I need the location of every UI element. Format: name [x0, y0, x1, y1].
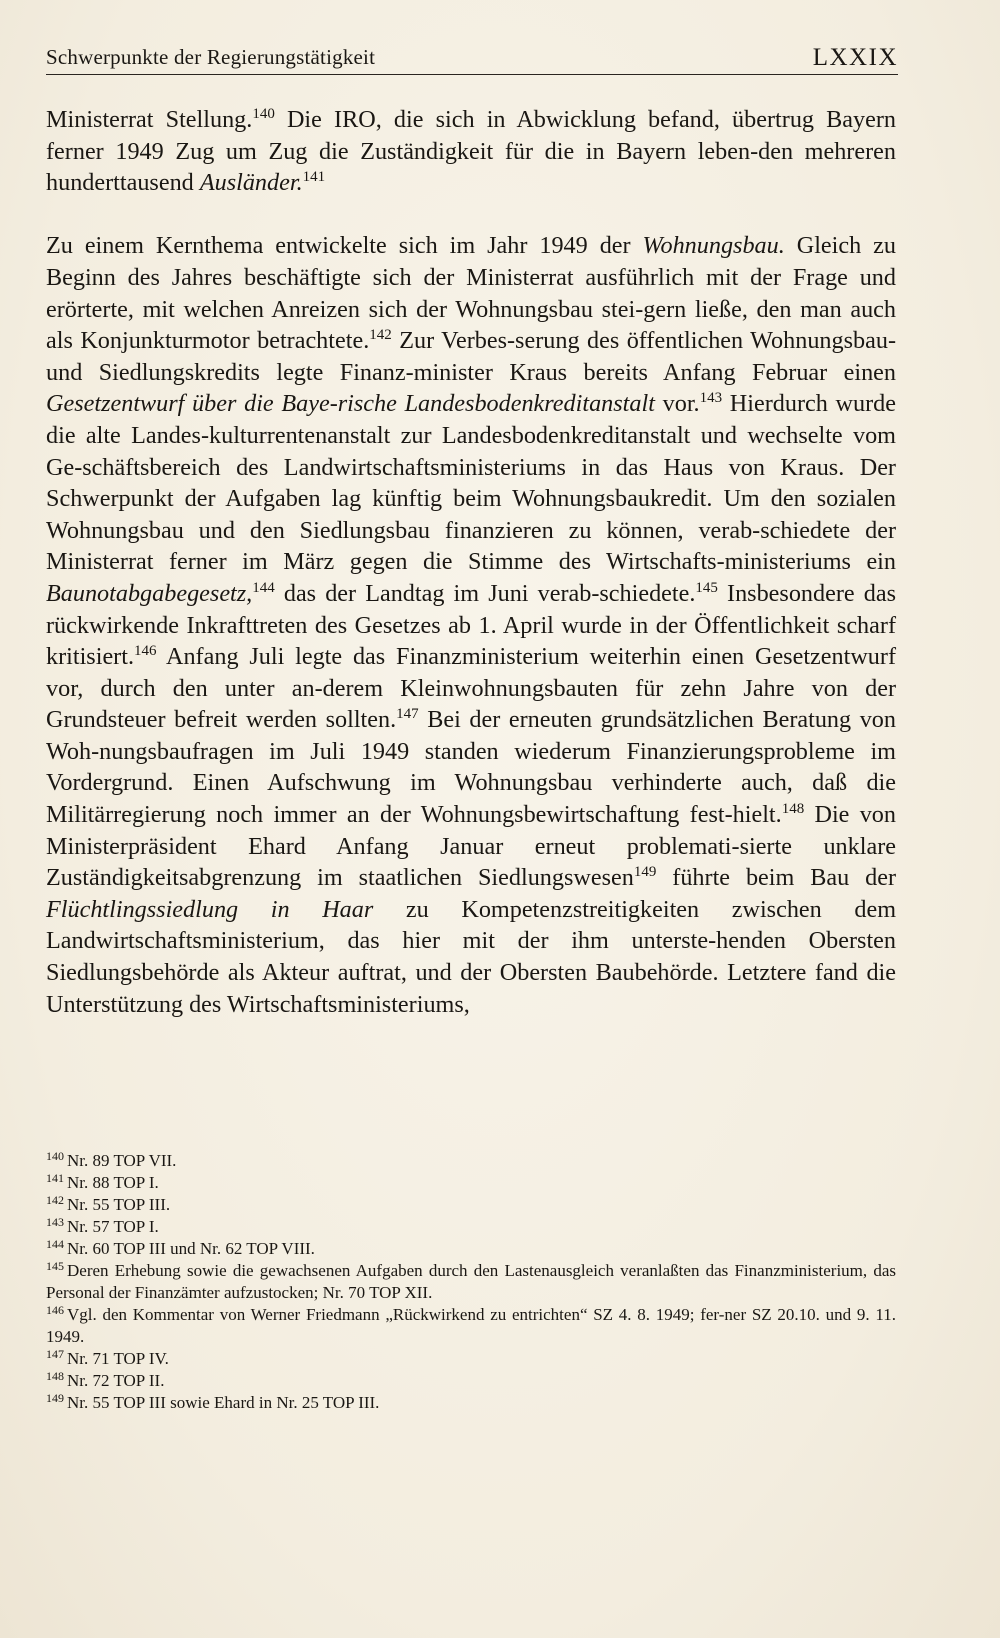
text-run: vor. — [654, 390, 700, 418]
footnote-number: 147 — [46, 1347, 64, 1361]
footnote-text: Nr. 60 TOP III und Nr. 62 TOP VIII. — [67, 1239, 315, 1258]
footnote-number: 143 — [46, 1215, 64, 1229]
footnote-ref[interactable]: 148 — [781, 801, 805, 818]
footnote-142 — [46, 1194, 896, 1216]
running-title: Schwerpunkte der Regierungstätigkeit — [46, 45, 376, 69]
footnote-number: 148 — [46, 1369, 64, 1383]
footnote-ref[interactable]: 140 — [252, 106, 275, 122]
footnote-number: 141 — [46, 1171, 64, 1185]
footnote-text: Deren Erhebung sowie die gewachsenen Aufgaben durch den Lastenausgleich veranlaßten das Finanzministerium, das Personal der Finanzämter aufzustocken; Nr. 70 TOP XII. — [46, 1261, 896, 1302]
text-run: Bei der erneuten grundsätzlichen Beratung von Woh-nungsbaufragen im Juli 1949 standen wiederum Finanzierungsprobleme im Vordergrund. Einen Aufschwung im Wohnungsbau verhinderte auch, daß die Militärregierung noch immer an der Wohnungsbewirtschaftung fest-hielt. — [46, 706, 896, 829]
text-run: das der Landtag im Juni verab-schiedete. — [274, 579, 696, 607]
body-text — [46, 104, 896, 1020]
footnote-text: Nr. 89 TOP VII. — [67, 1151, 177, 1170]
footnote-ref[interactable]: 144 — [252, 579, 275, 596]
text-run: Die IRO, die sich in Abwicklung befand, übertrug Bayern ferner 1949 Zug um Zug die Zuständigkeit für die in Bayern leben-den mehreren hunderttausend — [46, 106, 896, 197]
footnote-144 — [46, 1238, 896, 1260]
text-run: Ministerrat Stellung. — [46, 106, 253, 133]
footnote-ref[interactable]: 149 — [633, 864, 657, 881]
text-run: Hierdurch wurde die alte Landes-kulturrentenanstalt zur Landesbodenkreditanstalt und wechselte vom Ge-schäftsbereich des Landwirtschaftsministeriums in das Haus von Kraus. Der Schwerpunkt der Aufgaben lag künftig beim Wohnungsbaukredit. Um den sozialen Wohnungsbau und den Siedlungsbau finanzieren zu können, verab-schiedete der Ministerrat ferner im März gegen die Stimme des Wirtschafts-ministeriums ein — [46, 390, 896, 576]
text-run: zu Kompetenzstreitigkeiten zwischen dem Landwirtschaftsministerium, das hier mit der ihm unterste-henden Obersten Siedlungsbehörde als Akteur auftrat, und der Obersten Baubehörde. Letztere fand die Unterstützung des Wirtschaftsministeriums, — [46, 895, 897, 1018]
footnote-number: 145 — [46, 1259, 64, 1273]
footnote-number: 142 — [46, 1193, 64, 1207]
text-run: Zu einem Kernthema entwickelte sich im Jahr 1949 der — [46, 232, 643, 260]
footnote-number: 146 — [46, 1303, 64, 1317]
footnote-140 — [46, 1150, 896, 1172]
footnote-145 — [46, 1260, 896, 1304]
footnotes — [46, 1150, 896, 1414]
text-run: Zur Verbes-serung des öffentlichen Wohnungsbau- und Siedlungskredits legte Finanz-minister Kraus bereits Anfang Februar einen — [46, 327, 897, 386]
paragraph-1 — [46, 104, 896, 199]
footnote-143 — [46, 1216, 896, 1238]
text-run: Anfang Juli legte das Finanzministerium weiterhin einen Gesetzentwurf vor, durch den unter an-derem Kleinwohnungsbauten für zehn Jahre von der Grundsteuer befreit werden sollten. — [46, 643, 896, 734]
footnote-147 — [46, 1348, 896, 1370]
footnote-ref[interactable]: 145 — [695, 579, 718, 596]
footnote-number: 149 — [46, 1391, 64, 1405]
footnote-text: Nr. 72 TOP II. — [67, 1371, 165, 1390]
text-run: führte beim Bau der — [656, 864, 897, 892]
footnote-146 — [46, 1304, 896, 1348]
footnote-text: Nr. 71 TOP IV. — [67, 1349, 169, 1368]
footnote-ref[interactable]: 142 — [369, 327, 392, 344]
italic-term: Gesetzentwurf über die Baye-rische Landesbodenkreditanstalt — [46, 390, 655, 418]
footnote-ref[interactable]: 143 — [699, 390, 723, 407]
footnote-text: Nr. 57 TOP I. — [67, 1217, 159, 1236]
paragraph-2 — [46, 230, 896, 1020]
footnote-ref[interactable]: 141 — [302, 169, 326, 186]
footnote-149 — [46, 1392, 896, 1414]
italic-term: Flüchtlingssiedlung in Haar — [46, 895, 374, 923]
italic-term: Ausländer. — [199, 169, 303, 197]
italic-term: Baunotabgabegesetz, — [46, 579, 253, 607]
footnote-141 — [46, 1172, 896, 1194]
footnote-148 — [46, 1370, 896, 1392]
text-run: Insbesondere das rückwirkende Inkrafttreten des Gesetzes ab 1. April wurde in der Öffentlichkeit scharf kritisiert. — [46, 579, 896, 671]
running-head — [46, 40, 898, 75]
italic-term: Wohnungsbau. — [642, 232, 785, 260]
footnote-text: Nr. 88 TOP I. — [67, 1173, 159, 1192]
footnote-ref[interactable]: 146 — [134, 643, 157, 660]
text-run: Die von Ministerpräsident Ehard Anfang Januar erneut problemati-sierte unklare Zuständigkeitsabgrenzung im staatlichen Siedlungswesen — [46, 801, 896, 892]
footnote-number: 144 — [46, 1237, 64, 1251]
footnote-number: 140 — [46, 1149, 64, 1163]
footnote-text: Vgl. den Kommentar von Werner Friedmann „Rückwirkend zu entrichten“ SZ 4. 8. 1949; fer-ner SZ 20.10. und 9. 11. 1949. — [46, 1305, 896, 1346]
page-number: LXXIX — [812, 44, 898, 71]
footnote-ref[interactable]: 147 — [396, 706, 419, 723]
footnote-text: Nr. 55 TOP III. — [67, 1195, 171, 1214]
footnote-text: Nr. 55 TOP III sowie Ehard in Nr. 25 TOP III. — [67, 1393, 380, 1412]
text-run: Gleich zu Beginn des Jahres beschäftigte sich der Ministerrat ausführlich mit der Frage und erörterte, mit welchen Anreizen sich der Wohnungsbau stei-gern ließe, den man auch als Konjunkturmotor betrachtete. — [46, 232, 896, 355]
